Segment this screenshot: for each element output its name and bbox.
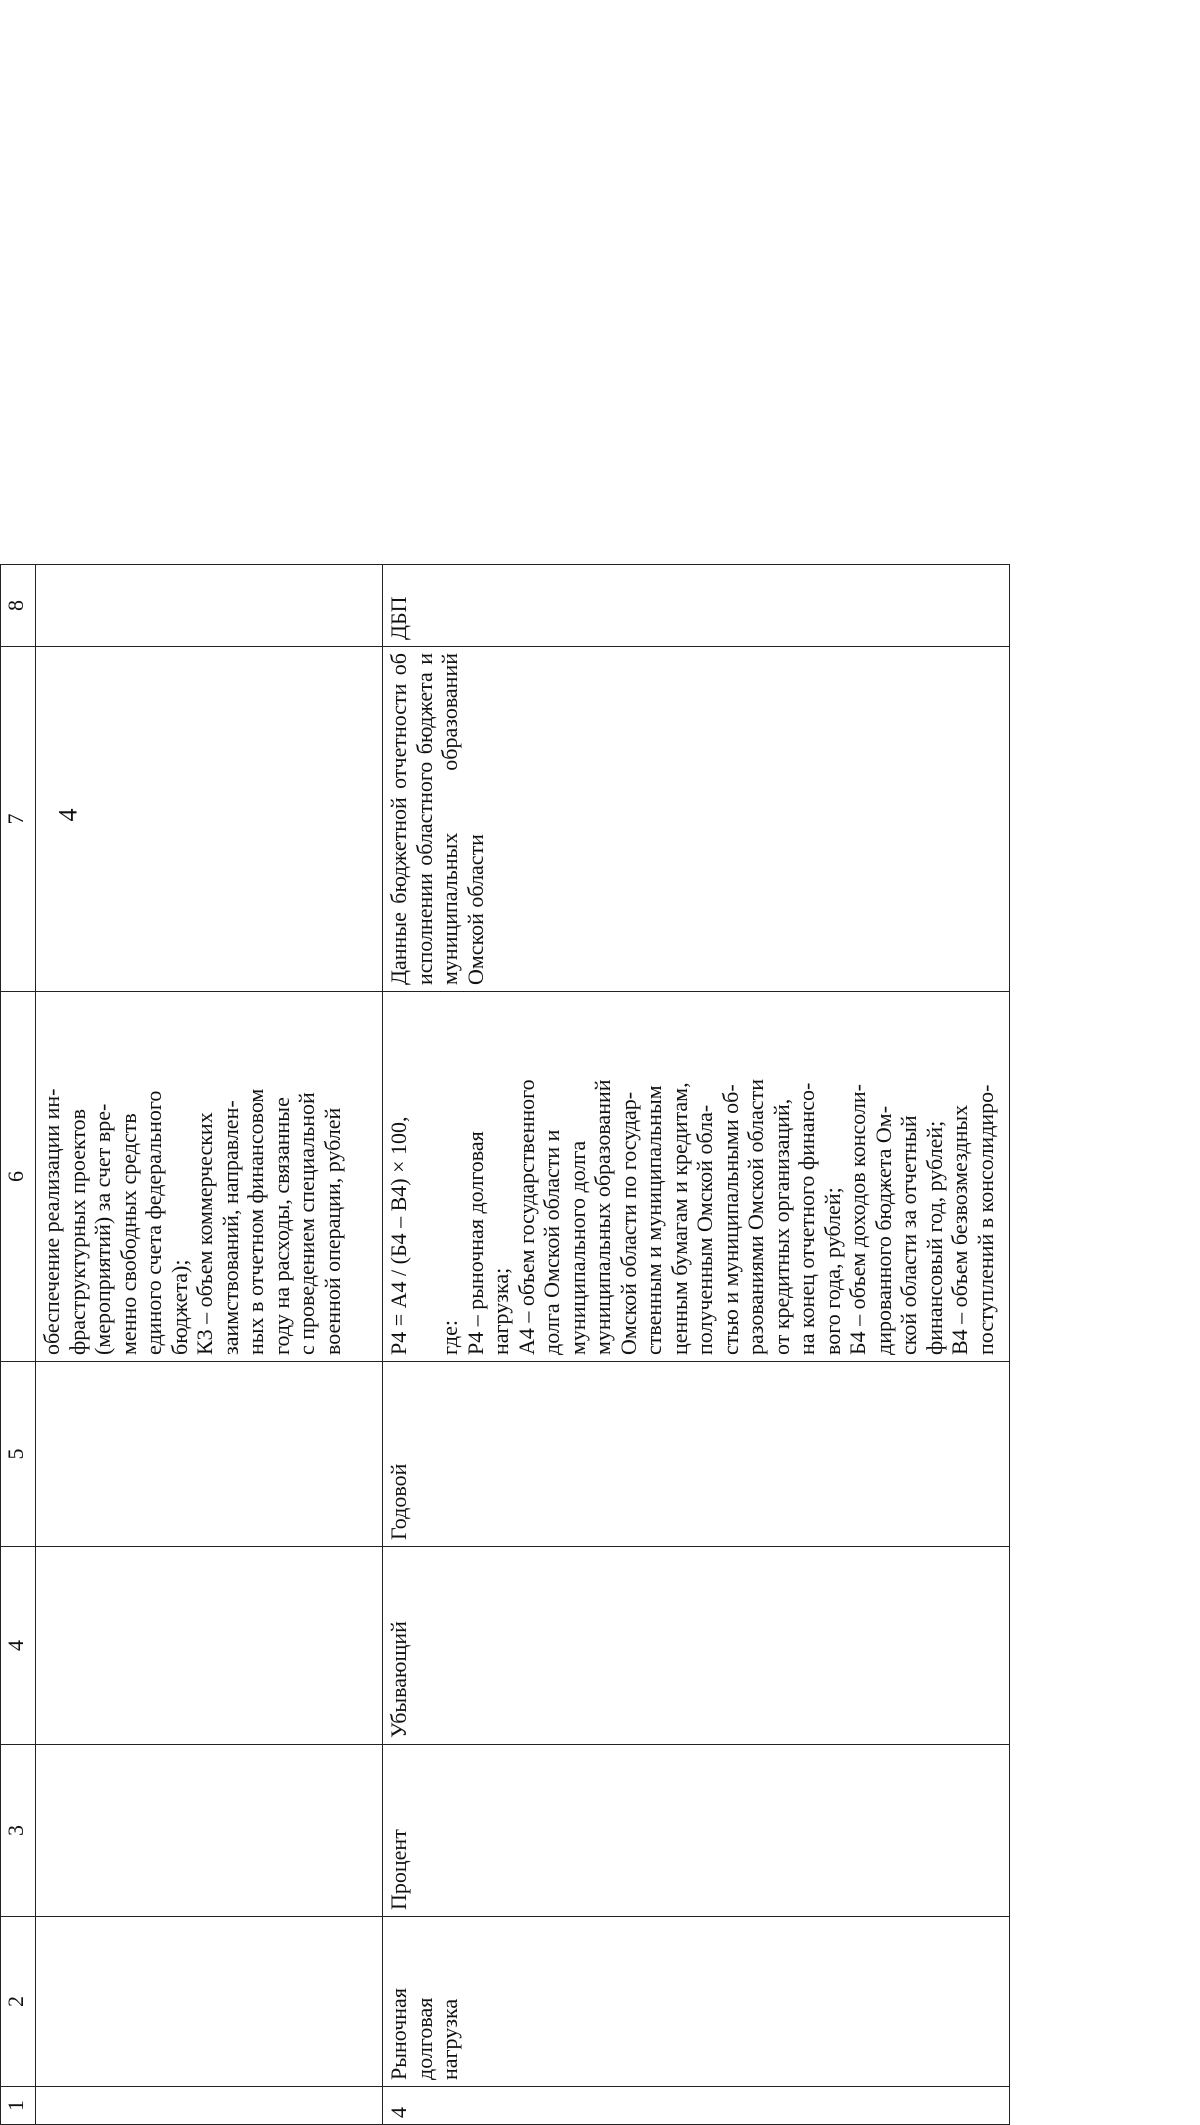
formula-line: полученным Омской обла-	[692, 1104, 717, 1355]
table-row	[36, 565, 383, 2125]
formula-line: ской области за отчетный	[896, 1115, 921, 1355]
formula-line: А4 – объем государственного	[513, 1079, 539, 1355]
formula-line	[412, 998, 438, 1355]
formula-line: муниципальных образований	[590, 1079, 615, 1355]
indicator-name-cell: Рыночная долговая нагрузка	[383, 1917, 1010, 2087]
table-cell	[36, 1547, 383, 1745]
table-cell	[36, 647, 383, 992]
table-cell	[36, 2087, 383, 2125]
formula-line: Омской области по государ-	[615, 1091, 641, 1355]
rotated-table-sheet	[0, 565, 1040, 2125]
trend-cell: Убывающий	[383, 1547, 1010, 1745]
row-number-cell: 4	[383, 2087, 1010, 2125]
column-header: 6	[1, 992, 36, 1362]
formula-line: военной операции, рублей	[319, 1107, 345, 1355]
table-cell	[36, 565, 383, 647]
formula-line: обеспечение реализации ин-	[39, 1088, 64, 1355]
formula-line: вого года, рублей;	[819, 1187, 845, 1355]
column-header: 5	[1, 1362, 36, 1547]
column-header: 7	[1, 647, 36, 992]
formula-line: бюджета);	[166, 1259, 192, 1355]
formula-line: единого счета федерального	[141, 1090, 166, 1355]
formula-line: менно свободных средств	[115, 1113, 141, 1355]
formula-line: В4 – объем безвозмездных	[947, 1104, 972, 1355]
formula-line: от кредитных организаций,	[768, 1098, 794, 1355]
periodicity-cell: Годовой	[383, 1362, 1010, 1547]
unit-cell: Процент	[383, 1745, 1010, 1917]
formula-line: с проведением специальной	[294, 1092, 319, 1355]
formula-line: долга Омской области и	[539, 1129, 564, 1355]
formula-line: нагрузка;	[488, 1267, 513, 1355]
formula-line: на конец отчетного финансо-	[794, 1082, 819, 1355]
page-number: 4	[53, 808, 83, 822]
formula-cell	[36, 992, 383, 1362]
table-header-row	[1, 565, 36, 2125]
formula-cell	[383, 992, 1010, 1362]
formula-line: Б4 – объем доходов консоли-	[845, 1084, 870, 1355]
table-cell	[36, 1917, 383, 2087]
column-header: 2	[1, 1917, 36, 2087]
formula-line: фраструктурных проектов	[64, 1108, 90, 1355]
formula-line: разованиями Омской области	[743, 1078, 768, 1355]
formula-line: заимствований, направлен-	[217, 1100, 243, 1355]
formula-line: (мероприятий) за счет вре-	[90, 1103, 115, 1355]
responsible-cell: ДБП	[383, 565, 1010, 647]
formula-line: Р4 = А4 / (Б4 – В4) × 100,	[386, 1116, 411, 1355]
formula-line: ных в отчетном финансовом	[243, 1088, 268, 1355]
formula-line: муниципального долга	[564, 1140, 590, 1355]
formula-line: финансовый год, рублей;	[921, 1120, 947, 1355]
formula-line: К3 – объем коммерческих	[192, 1112, 217, 1355]
table-cell	[36, 1745, 383, 1917]
formula-line: ценным бумагам и кредитам,	[666, 1082, 692, 1355]
formula-line: стью и муниципальными об-	[717, 1084, 743, 1355]
source-cell: Данные бюджетной отчетности об исполнении областного бюджета и муниципальных образований Омской области	[383, 647, 1010, 992]
column-header: 4	[1, 1547, 36, 1745]
formula-line: году на расходы, связанные	[268, 1097, 294, 1355]
column-header: 3	[1, 1745, 36, 1917]
formula-line: Р4 – рыночная долговая	[462, 1131, 488, 1355]
table-cell	[36, 1362, 383, 1547]
formula-line: где:	[437, 1320, 462, 1355]
formula-line: поступлений в консолидиро-	[972, 1084, 998, 1355]
formula-line: дированного бюджета Ом-	[870, 1105, 896, 1355]
column-header: 8	[1, 565, 36, 647]
column-header: 1	[1, 2087, 36, 2125]
indicators-table	[0, 564, 1010, 2125]
table-row	[383, 565, 1010, 2125]
formula-line: ственным и муниципальным	[641, 1085, 666, 1355]
